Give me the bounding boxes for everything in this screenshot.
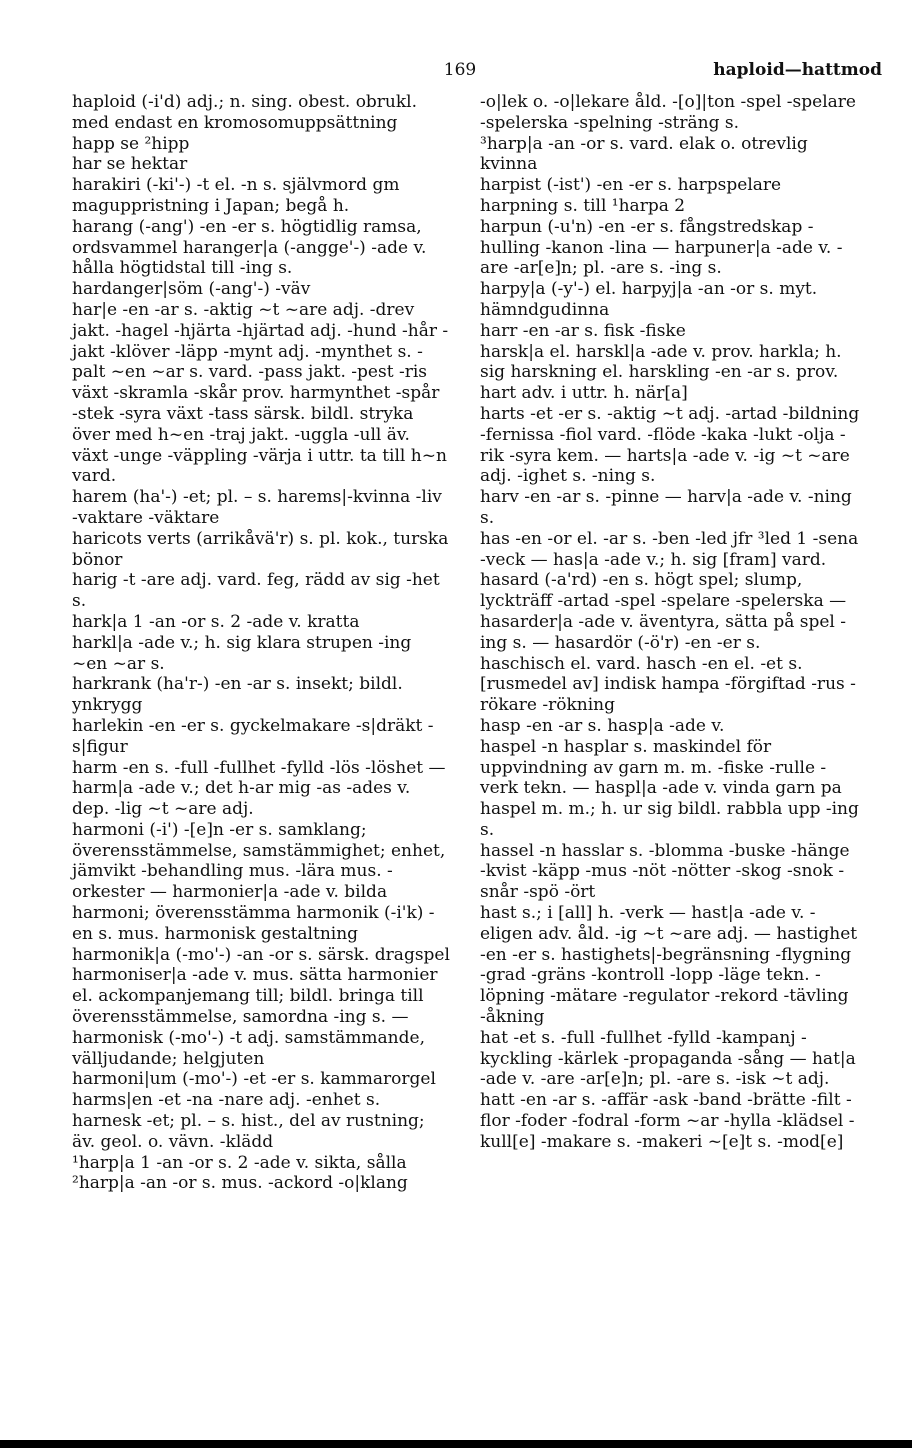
entry: hardanger|söm (-ang'-) -väv (72, 279, 311, 300)
page-number: 169 (443, 60, 477, 80)
entry: hasard (-a'rd) -en s. högt spel; slump, lyckträff -artad -spel -spelare -spelerska — hasarder|a -ade v. äventyra, sätta på spel -ing s. — hasardör (-ö'r) -en -er s. (480, 570, 847, 653)
entry: ¹harp|a 1 -an -or s. 2 -ade v. sikta, sålla (72, 1152, 407, 1173)
entry: has -en -or el. -ar s. -ben -led jfr ³led 1 -sena -veck — has|a -ade v.; h. sig [fram] vard. (480, 528, 859, 570)
entry: harr -en -ar s. fisk -fiske (480, 320, 686, 341)
entry: -o|lek o. -o|lekare åld. -[o]|ton -spel -spelare -spelerska -spelning -sträng s. (480, 92, 856, 133)
entry: hat -et s. -full -fullhet -fylld -kampanj -kyckling -kärlek -propaganda -sång — hat|a -ade v. -are -ar[e]n; pl. -are s. -isk ~t adj. (480, 1027, 856, 1090)
scan-edge (0, 1440, 912, 1448)
entry: hassel -n hasslar s. -blomma -buske -hänge -kvist -käpp -mus -nöt -nötter -skog -snok -snår -spö -ört (480, 840, 850, 903)
right-column (480, 92, 860, 1153)
entry: harakiri (-ki'-) -t el. -n s. självmord gm maguppristning i Japan; begå h. (72, 175, 400, 216)
entry: harkl|a -ade v.; h. sig klara strupen -ing ~en ~ar s. (72, 632, 412, 674)
entry: haploid (-i'd) adj.; n. sing. obest. obrukl. med endast en kromosomuppsättning (72, 92, 418, 133)
entry: haricots verts (arrikåvä'r) s. pl. kok., turska bönor (72, 528, 449, 570)
entry: ²harp|a -an -or s. mus. -ackord -o|klang (72, 1173, 408, 1194)
entry: hasp -en -ar s. hasp|a -ade v. (480, 715, 725, 736)
entry: hast s.; i [all] h. -verk — hast|a -ade v. -eligen adv. åld. -ig ~t ~are adj. — hastighet -en -er s. hastighets|-begränsning -flygning -grad -gräns -kontroll -lopp -läge tekn. -löpning -mätare -regulator -rekord -tävling -åkning (480, 903, 858, 1028)
entry: harig -t -are adj. vard. feg, rädd av sig -het s. (72, 570, 440, 612)
entry: harmoni|um (-mo'-) -et -er s. kammarorgel (72, 1069, 436, 1090)
entry: harpning s. till ¹harpa 2 (480, 195, 686, 216)
entry: harpun (-u'n) -en -er s. fångstredskap -hulling -kanon -lina — harpuner|a -ade v. -are -ar[e]n; pl. -are s. -ing s. (480, 216, 843, 279)
entry: hark|a 1 -an -or s. 2 -ade v. kratta (72, 611, 360, 632)
entry: harlekin -en -er s. gyckelmakare -s|dräkt -s|figur (72, 715, 434, 757)
entry: happ se ²hipp (72, 133, 190, 154)
entry: harpy|a (-y'-) el. harpyj|a -an -or s. myt. hämndgudinna (480, 279, 818, 320)
entry: harem (ha'-) -et; pl. – s. harems|-kvinna -liv -vaktare -väktare (72, 487, 442, 528)
entry: harang (-ang') -en -er s. högtidlig ramsa, ordsvammel haranger|a (-angge'-) -ade v. hålla högtidstal till -ing s. (72, 216, 427, 279)
entry: harts -et -er s. -aktig ~t adj. -artad -bildning -fernissa -fiol vard. -flöde -kaka -lukt -olja -rik -syra kem. — harts|a -ade v. -ig ~t ~are adj. -ighet s. -ning s. (480, 403, 860, 487)
entry: har se hektar (72, 154, 188, 175)
guide-words: haploid—hattmod (713, 60, 882, 80)
entry: harpist (-ist') -en -er s. harpspelare (480, 175, 782, 196)
entry: harm -en s. -full -fullhet -fylld -lös -löshet — harm|a -ade v.; det h-ar mig -as -ades v. dep. -lig ~t ~are adj. (72, 757, 446, 820)
entry: hart adv. i uttr. h. när[a] (480, 383, 688, 404)
entry: harsk|a el. harskl|a -ade v. prov. harkla; h. sig harskning el. harskling -en -ar s. prov. (480, 341, 842, 383)
entry: harv -en -ar s. -pinne — harv|a -ade v. -ning s. (480, 487, 852, 528)
entry: harnesk -et; pl. – s. hist., del av rustning; äv. geol. o. vävn. -klädd (72, 1111, 425, 1152)
entry: har|e -en -ar s. -aktig ~t ~are adj. -drev jakt. -hagel -hjärta -hjärtad adj. -hund -hår -jakt -klöver -läpp -mynt adj. -mynthet s. -palt ~en ~ar s. vard. -pass jakt. -pest -ris växt -skramla -skår prov. harmynthet -spår -stek -syra växt -tass särsk. bildl. stryka över med h~en -traj jakt. -uggla -ull äv. växt -unge -väppling -värja i uttr. ta till h~n vard. (72, 299, 449, 487)
entry: haspel -n hasplar s. maskindel för uppvindning av garn m. m. -fiske -rulle -verk tekn. — haspl|a -ade v. vinda garn pa haspel m. m.; h. ur sig bildl. rabbla upp -ing s. (480, 736, 859, 840)
entry: harkrank (ha'r-) -en -ar s. insekt; bildl. ynkrygg (72, 674, 403, 716)
entry: harmoni (-i') -[e]n -er s. samklang; överensstämmelse, samstämmighet; enhet, jämvikt -behandling mus. -lära mus. -orkester — harmonier|a -ade v. bilda harmoni; överensstämma harmonik (-i'k) -en s. mus. harmonisk gestaltning harmonik|a (-mo'-) -an -or s. särsk. dragspel harmoniser|a -ade v. mus. sätta harmonier el. ackompanjemang till; bildl. bringa till överensstämmelse, samordna -ing s. — harmonisk (-mo'-) -t adj. samstämmande, välljudande; helgjuten (72, 819, 450, 1069)
entry: hatt -en -ar s. -affär -ask -band -brätte -filt -flor -foder -fodral -form ~ar -hylla -klädsel -kull[e] -makare s. -makeri ~[e]t s. -mod[e] (480, 1090, 855, 1152)
entry: ³harp|a -an -or s. vard. elak o. otrevlig kvinna (480, 133, 808, 175)
entry: harms|en -et -na -nare adj. -enhet s. (72, 1090, 381, 1111)
entry: haschisch el. vard. hasch -en el. -et s. [rusmedel av] indisk hampa -förgiftad -rus -rökare -rökning (480, 653, 856, 716)
left-column (72, 92, 450, 1194)
